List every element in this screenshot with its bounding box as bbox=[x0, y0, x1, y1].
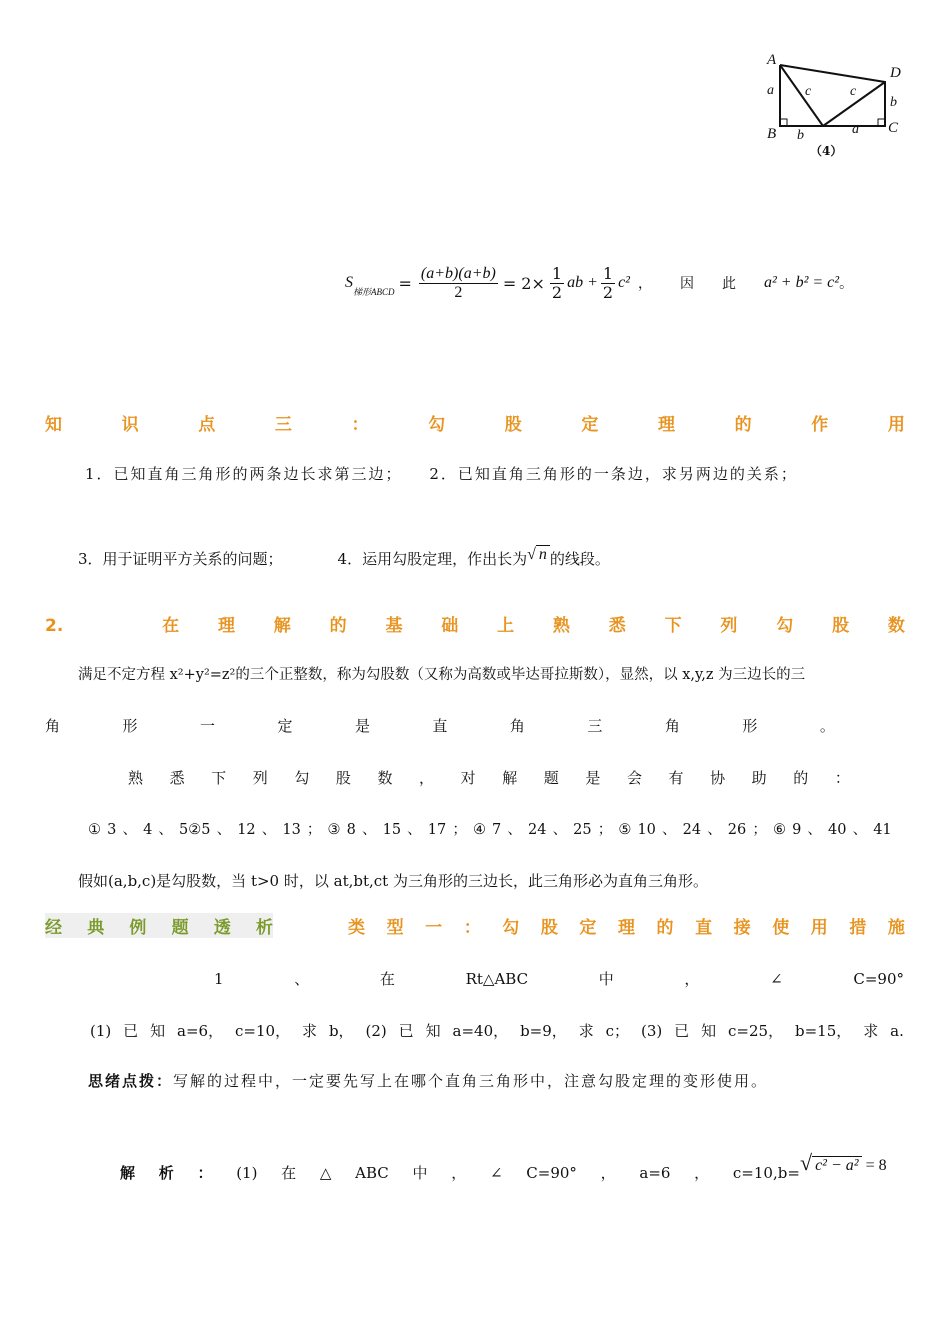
q-item-token: c=10， bbox=[235, 1022, 291, 1040]
q-token: C=90° bbox=[853, 970, 904, 988]
triple-token: 9 bbox=[792, 822, 802, 838]
heading-knowledge-point-3 bbox=[45, 410, 905, 435]
triple-token: 、 bbox=[552, 822, 568, 838]
h2-char: 2. bbox=[45, 616, 64, 636]
label-c-left: c bbox=[805, 84, 812, 99]
formula-subscript: 梯形ABCD bbox=[353, 287, 395, 297]
sol-token: 解 bbox=[120, 1164, 136, 1182]
q-item-token: c； bbox=[605, 1022, 630, 1040]
label-A: A bbox=[767, 52, 777, 68]
q-item-token: 已 bbox=[123, 1022, 139, 1040]
heading-familiar-triples bbox=[45, 611, 905, 636]
triples-list bbox=[88, 818, 892, 839]
hint-text: 写解的过程中，一定要先写上在哪个直角三角形中，注意勾股定理的变形使用。 bbox=[173, 1072, 769, 1090]
triple-token: 12 bbox=[237, 822, 256, 838]
triple-token: 、 bbox=[852, 822, 868, 838]
formula-equals: = bbox=[398, 273, 412, 293]
h2-char: 础 bbox=[441, 616, 459, 636]
p-char: 。 bbox=[819, 717, 835, 735]
trapezoid-figure bbox=[760, 50, 910, 160]
triple-token: ； bbox=[752, 822, 767, 838]
item-1-2-line bbox=[85, 463, 905, 484]
figure-caption: （4） bbox=[810, 144, 843, 158]
item-4-pre: 4．运用勾股定理，作出长为 bbox=[337, 550, 528, 568]
q-token: 中 bbox=[598, 970, 614, 988]
h2-char: 勾 bbox=[776, 616, 794, 636]
q-token: 1 bbox=[214, 970, 224, 988]
label-a-bottom: a bbox=[852, 122, 859, 137]
sol-token: C=90° bbox=[526, 1164, 577, 1182]
p-char: 一 bbox=[199, 717, 215, 735]
therefore-1: 因 bbox=[679, 276, 694, 292]
triple-token: ； bbox=[306, 822, 322, 838]
type-char: 型 bbox=[386, 918, 404, 938]
p-char: 题 bbox=[543, 769, 559, 787]
label-C: C bbox=[888, 120, 899, 136]
sol-token: 析 bbox=[158, 1164, 174, 1182]
p-char: 会 bbox=[626, 769, 642, 787]
q-item-token: (1) bbox=[90, 1022, 112, 1040]
p-char: 助 bbox=[751, 769, 767, 787]
triple-token: 、 bbox=[807, 822, 822, 838]
triple-token: 7 bbox=[492, 822, 502, 838]
q-token: ， bbox=[684, 970, 700, 988]
formula-ab: ab + bbox=[567, 274, 598, 291]
p-char: 是 bbox=[585, 769, 601, 787]
half2-num: 1 bbox=[602, 263, 614, 283]
h3-char: 勾 bbox=[428, 415, 446, 435]
triple-token: 24 bbox=[528, 822, 547, 838]
h2-char: 列 bbox=[720, 616, 738, 636]
solution-sqrt-expression bbox=[800, 1150, 887, 1176]
formula-c2: c² bbox=[618, 274, 630, 291]
q-item-token: 求 bbox=[302, 1022, 318, 1040]
q-item-token: a=6， bbox=[177, 1022, 224, 1040]
question-items bbox=[90, 1020, 904, 1041]
sol-token: ， bbox=[600, 1164, 616, 1182]
sqrt-radicand: c² − a² bbox=[812, 1156, 862, 1175]
sol-token: 在 bbox=[281, 1164, 297, 1182]
triple-token: ① bbox=[88, 822, 101, 838]
q-item-token: 求 bbox=[863, 1022, 879, 1040]
sol-token: ： bbox=[197, 1164, 213, 1182]
para-scaling: 假如(a,b,c)是勾股数，当 t>0 时，以 at,bt,ct 为三角形的三边长，此三角形必为直角三角形。 bbox=[78, 872, 708, 890]
q-item-token: b=9， bbox=[520, 1022, 567, 1040]
q-item-token: a=40， bbox=[452, 1022, 509, 1040]
p-char: 形 bbox=[122, 717, 138, 735]
p-char: 解 bbox=[502, 769, 518, 787]
type-char: 勾 bbox=[502, 918, 520, 938]
triple-token: 、 bbox=[507, 822, 522, 838]
solution-result: = 8 bbox=[865, 1157, 887, 1174]
p-char: 对 bbox=[460, 769, 476, 787]
type-char: 接 bbox=[733, 918, 751, 938]
label-b-bottom: b bbox=[797, 128, 804, 143]
h2-char: 熟 bbox=[552, 616, 570, 636]
sol-token: (1) bbox=[236, 1164, 258, 1182]
p-char: 熟 bbox=[128, 769, 144, 787]
q-token: ∠ bbox=[770, 970, 783, 988]
q-item-token: 已 bbox=[398, 1022, 414, 1040]
triple-token: 5②5 bbox=[179, 822, 211, 838]
p-char: ： bbox=[834, 769, 850, 787]
p-char: 形 bbox=[742, 717, 758, 735]
h3-char: 理 bbox=[658, 415, 675, 435]
formula-numerator: (a+b)(a+b) bbox=[420, 264, 496, 282]
label-B: B bbox=[767, 126, 777, 142]
sqrt-n-radicand: n bbox=[536, 545, 550, 564]
triple-token: ； bbox=[597, 822, 613, 838]
half1-den: 2 bbox=[551, 282, 563, 302]
triple-token: 、 bbox=[261, 822, 277, 838]
p-char: 悉 bbox=[169, 769, 185, 787]
h2-char: 基 bbox=[385, 616, 403, 636]
type-char: 一 bbox=[425, 918, 443, 938]
triple-token: 26 bbox=[727, 822, 747, 838]
p-char: ， bbox=[419, 769, 435, 787]
therefore-2: 此 bbox=[721, 276, 736, 292]
para-definition-line-1: 满足不定方程 x²+y²=z²的三个正整数，称为勾股数（又称为高数或毕达哥拉斯数），显然，以 x,y,z 为三边长的三 bbox=[78, 667, 806, 683]
item-3: 3．用于证明平方关系的问题； bbox=[78, 550, 283, 568]
p-char: 股 bbox=[335, 769, 351, 787]
triple-token: 25 bbox=[573, 822, 592, 838]
label-c-right: c bbox=[850, 84, 857, 99]
triple-token: ⑥ bbox=[772, 822, 786, 838]
triple-token: 、 bbox=[662, 822, 677, 838]
sol-token: ， bbox=[451, 1164, 467, 1182]
half1-num: 1 bbox=[551, 263, 563, 283]
triple-token: 8 bbox=[346, 822, 356, 838]
sol-token: 中 bbox=[412, 1164, 428, 1182]
triple-token: 17 bbox=[427, 822, 447, 838]
p-char: 下 bbox=[211, 769, 227, 787]
formula-denominator: 2 bbox=[454, 283, 463, 301]
item-2: 2．已知直角三角形的一条边，求另两边的关系； bbox=[429, 465, 798, 483]
label-a-left: a bbox=[767, 83, 774, 98]
h2-char: 的 bbox=[329, 616, 347, 636]
type-char: 施 bbox=[887, 918, 905, 938]
triple-token: 15 bbox=[382, 822, 402, 838]
h2-char: 下 bbox=[664, 616, 682, 636]
type-char: ： bbox=[463, 918, 481, 938]
tag-char: 题 bbox=[171, 918, 189, 938]
triple-token: 10 bbox=[637, 822, 656, 838]
type-char: 类 bbox=[348, 918, 365, 938]
type-char: 直 bbox=[695, 918, 713, 938]
sol-token: a=6 bbox=[639, 1164, 671, 1182]
hint-line bbox=[88, 1070, 908, 1091]
tag-char: 经 bbox=[45, 918, 62, 938]
sol-token: ∠ bbox=[489, 1164, 503, 1182]
type-char: 使 bbox=[772, 918, 790, 938]
h3-char: 股 bbox=[504, 415, 522, 435]
q-item-token: (3) bbox=[640, 1022, 663, 1040]
solution-line bbox=[120, 1162, 800, 1183]
tag-char: 析 bbox=[255, 918, 273, 938]
triple-token: 、 bbox=[158, 822, 173, 838]
q-token: Rt△ABC bbox=[465, 970, 529, 988]
h2-char: 上 bbox=[497, 616, 515, 636]
type-char: 股 bbox=[540, 918, 558, 938]
formula-half-1 bbox=[550, 265, 564, 302]
p-char: 列 bbox=[252, 769, 268, 787]
h3-char: ： bbox=[351, 415, 369, 435]
p-char: 角 bbox=[664, 717, 680, 735]
formula-S: S bbox=[345, 274, 353, 291]
triple-token: ⑤ bbox=[618, 822, 632, 838]
p-char: 直 bbox=[432, 717, 448, 735]
triple-token: 、 bbox=[216, 822, 232, 838]
para-definition-line-2 bbox=[45, 715, 835, 736]
q-item-token: 求 bbox=[578, 1022, 594, 1040]
h3-char: 用 bbox=[887, 415, 905, 435]
p-char: 角 bbox=[509, 717, 525, 735]
sqrt-n: √ n bbox=[527, 545, 550, 564]
h2-char: 悉 bbox=[608, 616, 626, 636]
sol-token: △ bbox=[319, 1164, 332, 1182]
triple-token: 4 bbox=[143, 822, 153, 838]
triple-token: 24 bbox=[682, 822, 702, 838]
q-item-token: (2) bbox=[365, 1022, 387, 1040]
triple-token: 41 bbox=[873, 822, 892, 838]
triple-token: ③ bbox=[327, 822, 341, 838]
question-line bbox=[214, 968, 904, 989]
formula-half-2 bbox=[601, 265, 615, 302]
item-1: 1．已知直角三角形的两条边长求第三边； bbox=[85, 465, 403, 483]
classic-examples-tag bbox=[45, 913, 273, 938]
formula-result: a² + b² = c² bbox=[763, 274, 840, 291]
sol-token: ABC bbox=[355, 1164, 389, 1182]
q-item-token: a. bbox=[890, 1022, 904, 1040]
h3-char: 三 bbox=[274, 415, 292, 435]
half2-den: 2 bbox=[602, 282, 614, 302]
q-item-token: 已 bbox=[674, 1022, 690, 1040]
triple-token: 3 bbox=[107, 822, 117, 838]
sol-token: c=10,b= bbox=[732, 1164, 800, 1182]
h3-char: 作 bbox=[811, 415, 829, 435]
h3-char: 知 bbox=[45, 415, 62, 435]
type-char: 定 bbox=[579, 918, 597, 938]
triple-token: 、 bbox=[361, 822, 377, 838]
tag-char: 透 bbox=[213, 918, 231, 938]
triple-token: ④ bbox=[472, 822, 486, 838]
p-char: 定 bbox=[277, 717, 293, 735]
tag-char: 典 bbox=[87, 918, 105, 938]
type-char: 措 bbox=[849, 918, 867, 938]
p-char: 的 bbox=[793, 769, 809, 787]
h2-char: 理 bbox=[217, 616, 235, 636]
h2-char: 数 bbox=[887, 616, 905, 636]
type-char: 理 bbox=[617, 918, 635, 938]
formula-fraction bbox=[419, 265, 498, 302]
item-3-4-line bbox=[78, 548, 898, 569]
q-token: 在 bbox=[379, 970, 395, 988]
h2-char: 在 bbox=[162, 616, 180, 636]
p-char: 角 bbox=[45, 717, 61, 735]
formula-period: 。 bbox=[839, 276, 854, 292]
q-token: 、 bbox=[294, 970, 310, 988]
h2-char: 股 bbox=[832, 616, 850, 636]
h3-char: 的 bbox=[734, 415, 752, 435]
p-char: 是 bbox=[354, 717, 370, 735]
q-item-token: 知 bbox=[150, 1022, 166, 1040]
q-item-token: b=15， bbox=[795, 1022, 852, 1040]
p-char: 数 bbox=[377, 769, 393, 787]
label-b-right: b bbox=[890, 95, 897, 110]
h3-char: 定 bbox=[581, 415, 599, 435]
type-char: 的 bbox=[656, 918, 674, 938]
h3-char: 识 bbox=[121, 415, 139, 435]
item-4-post: 的线段。 bbox=[549, 550, 610, 568]
q-item-token: 知 bbox=[425, 1022, 441, 1040]
h2-char: 解 bbox=[273, 616, 291, 636]
formula-comma: ， bbox=[637, 276, 652, 292]
sol-token: ， bbox=[694, 1164, 710, 1182]
h3-char: 点 bbox=[198, 415, 216, 435]
tag-char: 例 bbox=[129, 918, 147, 938]
p-char: 勾 bbox=[294, 769, 310, 787]
q-item-token: b， bbox=[328, 1022, 354, 1040]
para-familiar-line bbox=[128, 767, 850, 788]
p-char: 三 bbox=[587, 717, 603, 735]
p-char: 有 bbox=[668, 769, 684, 787]
type-one-heading bbox=[348, 913, 905, 938]
q-item-token: 知 bbox=[701, 1022, 717, 1040]
p-char: 协 bbox=[710, 769, 726, 787]
formula-mid: = 2× bbox=[502, 273, 545, 293]
triple-token: ； bbox=[452, 822, 467, 838]
sqrt-sign: √ bbox=[800, 1150, 813, 1175]
triple-token: 、 bbox=[707, 822, 722, 838]
hint-label: 思绪点拨： bbox=[88, 1072, 174, 1090]
q-item-token: c=25， bbox=[728, 1022, 784, 1040]
type-char: 用 bbox=[810, 918, 828, 938]
area-formula bbox=[345, 258, 905, 308]
triple-token: 、 bbox=[122, 822, 137, 838]
triple-token: 、 bbox=[407, 822, 422, 838]
triple-token: 40 bbox=[828, 822, 847, 838]
examples-header bbox=[45, 913, 905, 939]
triple-token: 13 bbox=[282, 822, 301, 838]
label-D: D bbox=[890, 65, 901, 81]
